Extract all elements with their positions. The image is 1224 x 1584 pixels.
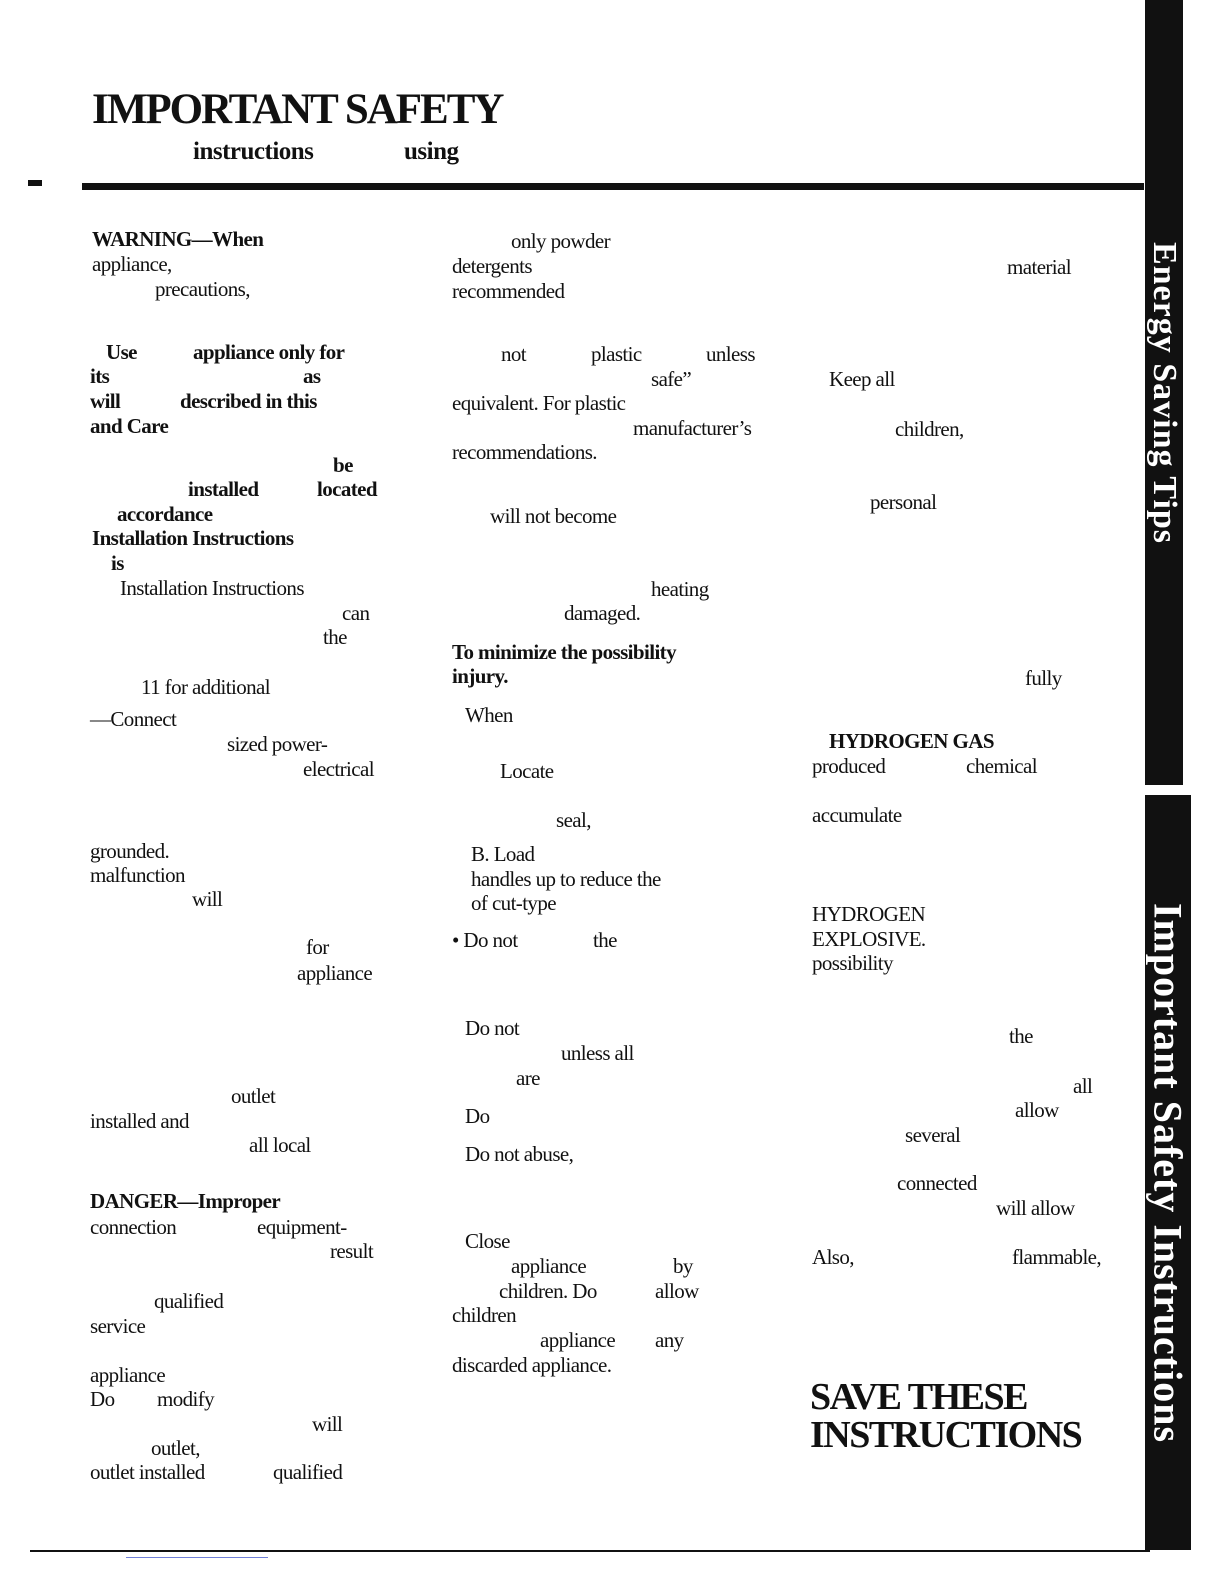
- text-fragment: 11 for additional: [141, 675, 270, 699]
- text-fragment: Installation Instructions: [92, 526, 294, 550]
- text-fragment: outlet,: [151, 1436, 200, 1460]
- text-fragment: appliance: [511, 1254, 587, 1278]
- text-fragment: for: [306, 935, 329, 959]
- text-fragment: connected: [897, 1171, 977, 1195]
- text-fragment: outlet: [231, 1084, 276, 1108]
- subtitle-word: using: [404, 138, 459, 165]
- section-tab-safety: [1145, 795, 1191, 1550]
- section-tab-label: Energy Saving Tips: [1146, 241, 1183, 544]
- save-heading-line: INSTRUCTIONS: [810, 1414, 1082, 1456]
- text-fragment: modify: [157, 1387, 215, 1411]
- text-fragment: its: [90, 364, 110, 388]
- text-fragment: service: [90, 1314, 146, 1338]
- text-fragment: installed: [188, 477, 259, 501]
- text-fragment: of cut-type: [471, 891, 556, 915]
- text-fragment: accumulate: [812, 803, 902, 827]
- text-fragment: allow: [655, 1279, 699, 1303]
- text-fragment: installed and: [90, 1109, 189, 1133]
- text-fragment: produced: [812, 754, 886, 778]
- text-fragment: injury.: [452, 664, 508, 688]
- text-fragment: the: [1009, 1024, 1033, 1048]
- text-fragment: HYDROGEN: [812, 902, 926, 926]
- text-fragment: Do: [90, 1387, 115, 1411]
- header-rule: [82, 183, 1144, 190]
- text-fragment: recommended: [452, 279, 565, 303]
- text-fragment: allow: [1015, 1098, 1059, 1122]
- text-fragment: Installation Instructions: [120, 576, 304, 600]
- text-fragment: only powder: [511, 229, 610, 253]
- section-tab-label: Important Safety Instructions: [1145, 902, 1191, 1443]
- text-fragment: Locate: [500, 759, 554, 783]
- save-heading-line: SAVE THESE: [810, 1376, 1028, 1418]
- text-fragment: will not become: [490, 504, 617, 528]
- subtitle-word: instructions: [193, 138, 314, 165]
- text-fragment: flammable,: [1012, 1245, 1102, 1269]
- text-fragment: discarded appliance.: [452, 1353, 612, 1377]
- text-fragment: equipment-: [257, 1215, 347, 1239]
- text-fragment: connection: [90, 1215, 177, 1239]
- text-fragment: Use: [106, 340, 137, 364]
- save-instructions-heading: [810, 1378, 1081, 1454]
- text-fragment: grounded.: [90, 839, 170, 863]
- text-fragment: safe”: [651, 367, 692, 391]
- text-fragment: Do: [465, 1104, 490, 1128]
- text-fragment: Do not: [465, 1016, 520, 1040]
- text-fragment: precautions,: [155, 277, 250, 301]
- text-fragment: children,: [895, 417, 964, 441]
- text-fragment: the: [323, 625, 347, 649]
- text-fragment: Keep all: [829, 367, 895, 391]
- margin-mark: [28, 180, 42, 186]
- text-fragment: children: [452, 1303, 517, 1327]
- page-title: IMPORTANT SAFETY: [92, 86, 503, 133]
- footer-link-underline: [126, 1557, 268, 1558]
- text-fragment: —Connect: [90, 707, 177, 731]
- text-fragment: equivalent. For plastic: [452, 391, 626, 415]
- text-fragment: EXPLOSIVE.: [812, 927, 926, 951]
- text-fragment: damaged.: [564, 601, 641, 625]
- text-fragment: Also,: [812, 1245, 854, 1269]
- text-fragment: qualified: [273, 1460, 343, 1484]
- text-fragment: Close: [465, 1229, 510, 1253]
- text-fragment: When: [465, 703, 513, 727]
- text-fragment: electrical: [303, 757, 374, 781]
- text-fragment: possibility: [812, 951, 893, 975]
- text-fragment: outlet installed: [90, 1460, 205, 1484]
- text-fragment: material: [1007, 255, 1071, 279]
- text-fragment: plastic: [591, 342, 642, 366]
- footer-rule: [30, 1550, 1150, 1552]
- text-fragment: qualified: [154, 1289, 224, 1313]
- text-fragment: several: [905, 1123, 961, 1147]
- text-fragment: all: [1073, 1074, 1093, 1098]
- text-fragment: B. Load: [471, 842, 535, 866]
- text-fragment: HYDROGEN GAS: [829, 729, 994, 753]
- text-fragment: will: [312, 1412, 343, 1436]
- text-fragment: as: [303, 364, 321, 388]
- text-fragment: To minimize the possibility: [452, 640, 676, 664]
- text-fragment: appliance: [540, 1328, 616, 1352]
- text-fragment: heating: [651, 577, 709, 601]
- text-fragment: WARNING—When: [92, 227, 264, 251]
- text-fragment: DANGER—Improper: [90, 1189, 281, 1213]
- text-fragment: malfunction: [90, 863, 185, 887]
- text-fragment: result: [330, 1239, 374, 1263]
- text-fragment: the: [593, 928, 617, 952]
- text-fragment: appliance only for: [193, 340, 345, 364]
- text-fragment: will: [192, 887, 223, 911]
- text-fragment: sized power-: [227, 732, 328, 756]
- text-fragment: personal: [870, 490, 937, 514]
- text-fragment: not: [501, 342, 527, 366]
- text-fragment: handles up to reduce the: [471, 867, 661, 891]
- text-fragment: appliance: [90, 1363, 166, 1387]
- text-fragment: children. Do: [499, 1279, 597, 1303]
- text-fragment: any: [655, 1328, 684, 1352]
- text-fragment: chemical: [966, 754, 1037, 778]
- text-fragment: by: [673, 1254, 693, 1278]
- text-fragment: appliance: [297, 961, 373, 985]
- text-fragment: are: [516, 1066, 540, 1090]
- text-fragment: seal,: [556, 808, 591, 832]
- text-fragment: located: [317, 477, 377, 501]
- section-tab-strip: [1143, 0, 1224, 1584]
- text-fragment: Do not abuse,: [465, 1142, 574, 1166]
- text-fragment: recommendations.: [452, 440, 597, 464]
- text-fragment: described in this: [180, 389, 317, 413]
- text-fragment: all local: [249, 1133, 311, 1157]
- text-fragment: unless all: [561, 1041, 634, 1065]
- text-fragment: be: [333, 453, 353, 477]
- section-tab-energy: [1145, 0, 1183, 785]
- text-fragment: appliance,: [92, 252, 172, 276]
- text-fragment: fully: [1025, 666, 1062, 690]
- text-fragment: detergents: [452, 254, 532, 278]
- text-fragment: will: [90, 389, 121, 413]
- text-fragment: and Care: [90, 414, 169, 438]
- text-fragment: unless: [706, 342, 755, 366]
- text-fragment: • Do not: [452, 928, 518, 952]
- text-fragment: can: [342, 601, 370, 625]
- text-fragment: manufacturer’s: [633, 416, 752, 440]
- text-fragment: will allow: [996, 1196, 1075, 1220]
- text-fragment: accordance: [117, 502, 213, 526]
- text-fragment: is: [111, 551, 124, 575]
